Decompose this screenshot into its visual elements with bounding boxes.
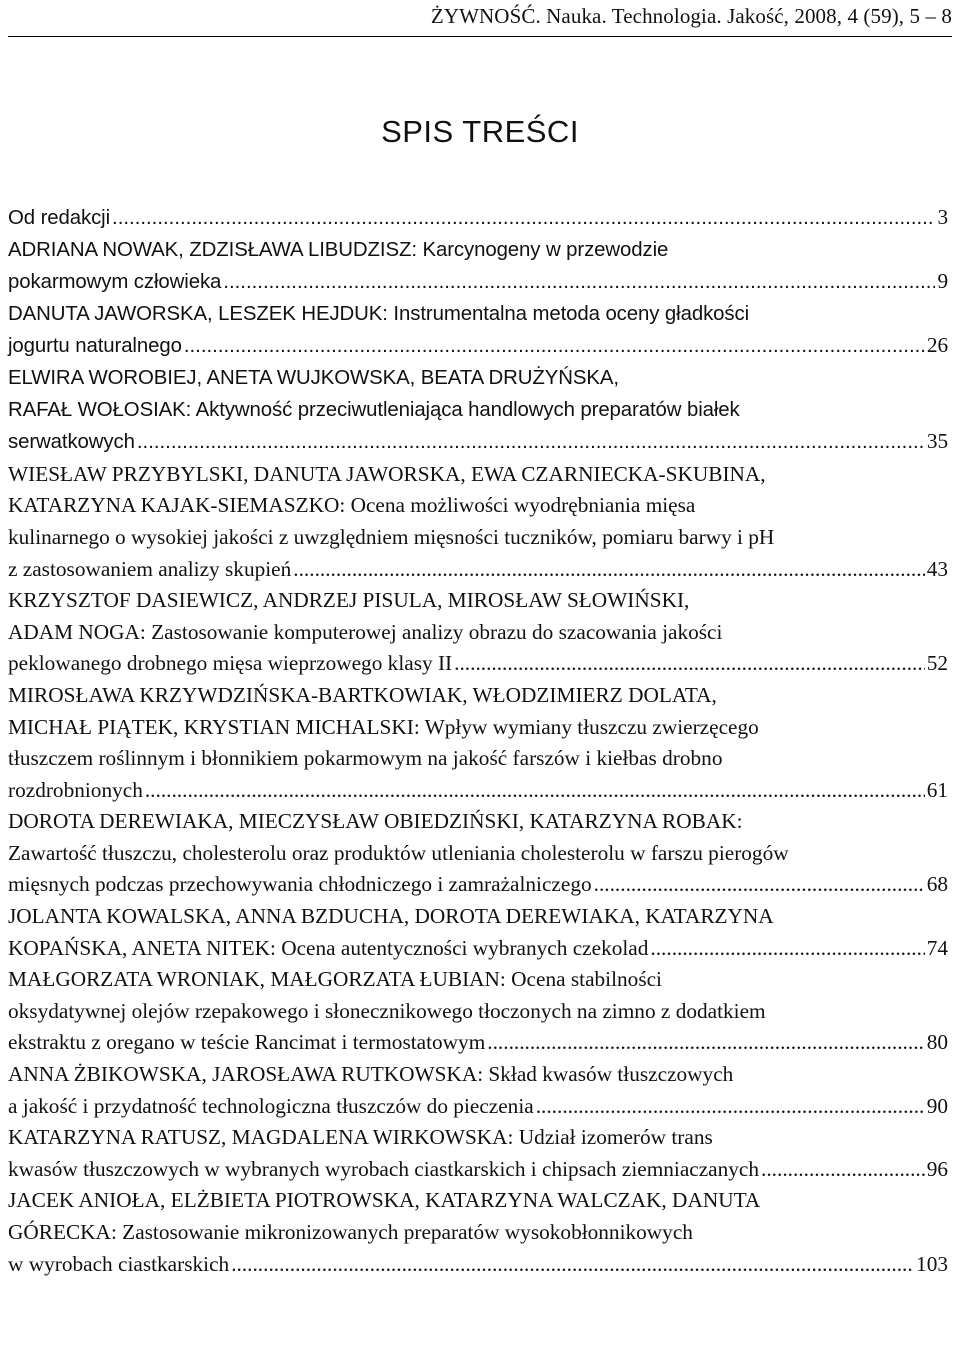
toc-entry-line: WIESŁAW PRZYBYLSKI, DANUTA JAWORSKA, EWA CZARNIECKA-SKUBINA,: [8, 461, 766, 486]
toc-entry-line: kulinarnego o wysokiej jakości z uwzględniem mięsności tuczników, pomiaru barwy i pH: [8, 524, 775, 549]
toc-entry-text: mięsnych podczas przechowywania chłodniczego i zamrażalniczego: [8, 872, 592, 897]
dot-leader: [536, 1091, 925, 1123]
toc-entry-last-line: [8, 933, 948, 965]
toc-entry-text: ekstraktu z oregano w teście Rancimat i termostatowym: [8, 1030, 486, 1055]
toc-entry-line: GÓRECKA: Zastosowanie mikronizowanych preparatów wysokobłonnikowych: [8, 1220, 693, 1244]
toc-entry-line: DOROTA DEREWIAKA, MIECZYSŁAW OBIEDZIŃSKI, KATARZYNA ROBAK:: [8, 809, 743, 834]
toc-entry-line: MAŁGORZATA WRONIAK, MAŁGORZATA ŁUBIAN: Ocena stabilności: [8, 967, 662, 992]
page-number: 26: [926, 333, 948, 358]
journal-header: ŻYWNOŚĆ. Nauka. Technologia. Jakość, 2008, 4 (59), 5 – 8: [430, 4, 952, 28]
toc-entry-line: MICHAŁ PIĄTEK, KRYSTIAN MICHALSKI: Wpływ wymiany tłuszczu zwierzęcego: [8, 714, 759, 739]
page-number: 74: [926, 935, 948, 960]
toc-entry-line: ADRIANA NOWAK, ZDZISŁAWA LIBUDZISZ: Karcynogeny w przewodzie: [8, 238, 669, 261]
toc-entry-last-line: [8, 1249, 948, 1281]
toc-entry-last-line: [8, 1091, 948, 1123]
page-number: 9: [937, 269, 948, 294]
toc-entry-line: KATARZYNA RATUSZ, MAGDALENA WIRKOWSKA: Udział izomerów trans: [8, 1125, 713, 1150]
page-title: SPIS TREŚCI: [381, 114, 579, 149]
toc-entry-line: Zawartość tłuszczu, cholesterolu oraz produktów utleniania cholesterolu w farszu pierogów: [8, 840, 789, 865]
toc-entry-last-line: [8, 426, 948, 459]
dot-leader: [293, 554, 924, 586]
toc-entry-line: KATARZYNA KAJAK-SIEMASZKO: Ocena możliwości wyodrębniania mięsa: [8, 493, 696, 518]
dot-leader: [137, 427, 925, 459]
toc-entry-text: peklowanego drobnego mięsa wieprzowego klasy II: [8, 651, 453, 676]
toc-entry-text: rozdrobnionych: [8, 777, 143, 802]
toc-entry-last-line: [8, 869, 948, 901]
toc-entry[interactable]: [8, 680, 948, 806]
toc-entry-text: serwatkowych: [8, 431, 135, 454]
toc-entry[interactable]: [8, 299, 948, 363]
toc-entry-line: DANUTA JAWORSKA, LESZEK HEJDUK: Instrumentalna metoda oceny gładkości: [8, 302, 750, 325]
dot-leader: [487, 1027, 924, 1059]
toc-entry-line: ANNA ŻBIKOWSKA, JAROSŁAWA RUTKOWSKA: Skład kwasów tłuszczowych: [8, 1062, 734, 1087]
toc-entry-line: JOLANTA KOWALSKA, ANNA BZDUCHA, DOROTA DEREWIAKA, KATARZYNA: [8, 904, 774, 929]
page-number: 52: [926, 651, 948, 676]
toc-entry-last-line: [8, 1027, 948, 1059]
dot-leader: [761, 1154, 925, 1186]
toc-entry-text: z zastosowaniem analizy skupień: [8, 556, 292, 581]
toc-entry-line: JACEK ANIOŁA, ELŻBIETA PIOTROWSKA, KATARZYNA WALCZAK, DANUTA: [8, 1188, 761, 1213]
toc-entry-last-line: [8, 775, 948, 807]
toc-entry-line: KRZYSZTOF DASIEWICZ, ANDRZEJ PISULA, MIROSŁAW SŁOWIŃSKI,: [8, 588, 690, 613]
dot-leader: [223, 267, 935, 299]
page-number: 61: [926, 777, 948, 802]
toc-entry-last-line: [8, 330, 948, 363]
toc-entry-line: ADAM NOGA: Zastosowanie komputerowej analizy obrazu do szacowania jakości: [8, 619, 723, 644]
toc-entry[interactable]: [8, 363, 948, 459]
toc-entry-text: kwasów tłuszczowych w wybranych wyrobach ciastkarskich i chipsach ziemniaczanych: [8, 1156, 760, 1181]
toc-entry-text: KOPAŃSKA, ANETA NITEK: Ocena autentyczności wybranych czekolad: [8, 935, 649, 960]
toc-entry-line: tłuszczem roślinnym i błonnikiem pokarmowym na jakość farszów i kiełbas drobno: [8, 746, 723, 771]
dot-leader: [184, 331, 925, 363]
toc-entry-line: RAFAŁ WOŁOSIAK: Aktywność przeciwutleniająca handlowych preparatów białek: [8, 398, 740, 421]
table-of-contents: [8, 202, 948, 1280]
page-number: 68: [926, 872, 948, 897]
toc-entry[interactable]: [8, 806, 948, 901]
toc-entry-last-line: [8, 648, 948, 680]
toc-entry-line: ELWIRA WOROBIEJ, ANETA WUJKOWSKA, BEATA DRUŻYŃSKA,: [8, 366, 619, 389]
page-number: 96: [926, 1156, 948, 1181]
toc-entry-last-line: [8, 266, 948, 299]
toc-entry-text: w wyrobach ciastkarskich: [8, 1251, 230, 1276]
toc-entry-text: jogurtu naturalnego: [8, 335, 182, 358]
toc-entry-text: a jakość i przydatność technologiczna tłuszczów do pieczenia: [8, 1093, 534, 1118]
toc-entry-text: pokarmowym człowieka: [8, 271, 222, 294]
dot-leader: [594, 869, 925, 901]
toc-entry[interactable]: [8, 1185, 948, 1280]
toc-entry-line: oksydatywnej olejów rzepakowego i słonecznikowego tłoczonych na zimno z dodatkiem: [8, 998, 766, 1023]
toc-entry[interactable]: [8, 235, 948, 299]
toc-entry[interactable]: [8, 459, 948, 585]
toc-entry[interactable]: [8, 1059, 948, 1122]
page-number: 3: [937, 205, 948, 229]
dot-leader: [231, 1249, 914, 1281]
page-number: 43: [926, 556, 948, 581]
toc-entry[interactable]: [8, 202, 948, 235]
page-number: 35: [926, 429, 948, 454]
page-number: 80: [926, 1030, 948, 1055]
toc-entry-line: MIROSŁAWA KRZYWDZIŃSKA-BARTKOWIAK, WŁODZIMIERZ DOLATA,: [8, 682, 717, 707]
dot-leader: [145, 775, 925, 807]
dot-leader: [112, 203, 935, 235]
dot-leader: [650, 933, 924, 965]
toc-entry-text: Od redakcji: [8, 207, 111, 229]
toc-entry-last-line: [8, 1154, 948, 1186]
page-number: 90: [926, 1093, 948, 1118]
toc-entry[interactable]: [8, 1122, 948, 1185]
toc-entry-last-line: [8, 554, 948, 586]
dot-leader: [454, 648, 925, 680]
toc-entry[interactable]: [8, 901, 948, 964]
page-number: 103: [916, 1251, 948, 1276]
toc-entry-last-line: [8, 202, 948, 235]
toc-entry[interactable]: [8, 964, 948, 1059]
toc-entry[interactable]: [8, 585, 948, 680]
